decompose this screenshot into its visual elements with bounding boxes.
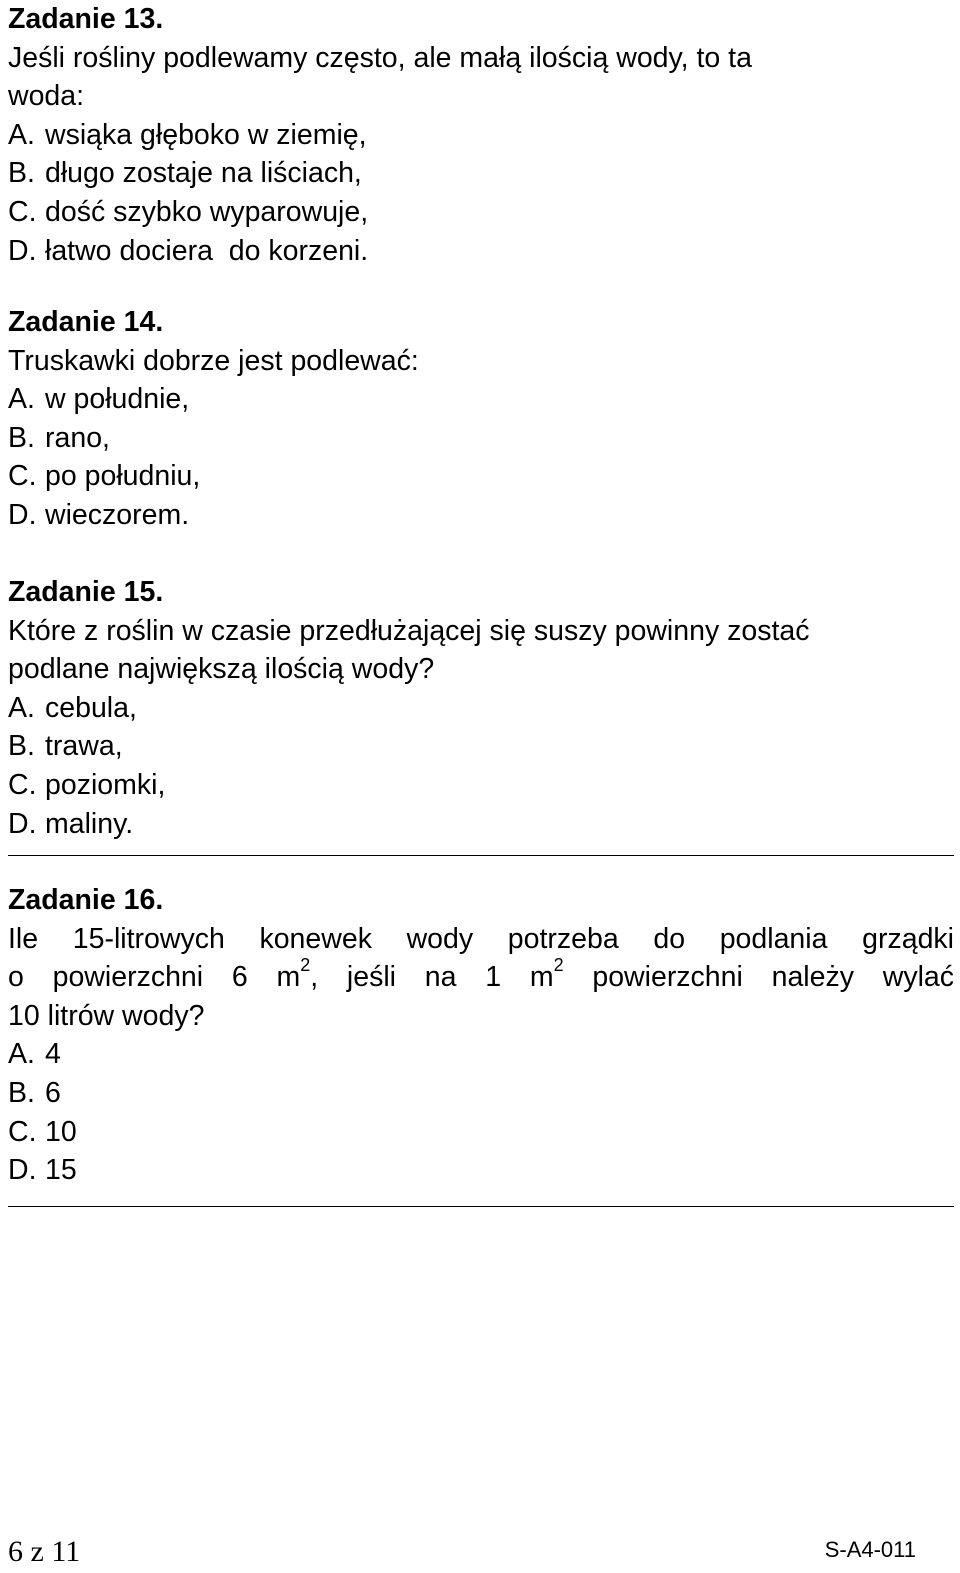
option-text: wieczorem. xyxy=(45,498,190,531)
option-letter: B. xyxy=(8,421,35,454)
option-letter: B. xyxy=(8,730,35,763)
option-text: poziomki, xyxy=(45,768,166,801)
option-letter: A. xyxy=(8,1038,35,1071)
answer-option-b xyxy=(8,1074,954,1113)
task-15 xyxy=(8,573,954,843)
option-text: łatwo dociera do korzeni. xyxy=(45,234,369,267)
option-text: po południu, xyxy=(45,460,201,493)
option-letter: D. xyxy=(8,234,37,267)
question-text: podlane największą ilością wody? xyxy=(8,653,435,686)
answer-option-d xyxy=(8,232,954,271)
option-letter: C. xyxy=(8,768,37,801)
question-fragment: , jeśli na 1 m xyxy=(310,961,554,994)
option-letter: A. xyxy=(8,118,35,151)
answer-option-c xyxy=(8,1113,954,1152)
horizontal-divider xyxy=(8,855,954,856)
option-text: 15 xyxy=(45,1154,77,1187)
question-text: Jeśli rośliny podlewamy często, ale małą ilością wody, to ta xyxy=(8,41,752,74)
option-letter: B. xyxy=(8,1076,35,1109)
task-13 xyxy=(8,0,954,270)
question-fragment: powierzchni należy wylać xyxy=(563,961,955,994)
answer-option-d xyxy=(8,1151,954,1190)
option-text: rano, xyxy=(45,421,110,454)
option-text: 6 xyxy=(45,1076,61,1109)
question-text xyxy=(8,954,955,997)
option-letter: A. xyxy=(8,383,35,416)
option-text: trawa, xyxy=(45,730,123,763)
option-letter: D. xyxy=(8,498,37,531)
option-letter: A. xyxy=(8,691,35,724)
question-text: Truskawki dobrze jest podlewać: xyxy=(8,344,419,377)
option-letter: D. xyxy=(8,807,37,840)
question-text: 10 litrów wody? xyxy=(8,999,205,1032)
page-number: 6 z 11 xyxy=(8,1535,81,1568)
task-heading: Zadanie 14. xyxy=(8,306,164,338)
task-14 xyxy=(8,303,954,535)
option-text: dość szybko wyparowuje, xyxy=(45,195,369,228)
exam-code: S-A4-011 xyxy=(824,1537,916,1562)
superscript-exponent: 2 xyxy=(300,954,311,975)
answer-option-b xyxy=(8,727,954,766)
question-fragment: o powierzchni 6 m xyxy=(8,961,301,994)
option-letter: C. xyxy=(8,195,37,228)
task-heading: Zadanie 15. xyxy=(8,576,164,608)
answer-option-a xyxy=(8,1035,954,1074)
option-text: maliny. xyxy=(45,807,134,840)
task-16 xyxy=(8,881,954,1190)
superscript-exponent: 2 xyxy=(553,954,564,975)
option-letter: B. xyxy=(8,157,35,190)
option-text: 4 xyxy=(45,1038,61,1071)
answer-option-a xyxy=(8,116,954,155)
answer-option-d xyxy=(8,496,954,535)
answer-option-b xyxy=(8,419,954,458)
question-text: woda: xyxy=(8,80,85,113)
answer-option-c xyxy=(8,457,954,496)
answer-option-c xyxy=(8,766,954,805)
task-heading: Zadanie 13. xyxy=(8,3,164,35)
answer-option-d xyxy=(8,805,954,844)
option-letter: C. xyxy=(8,460,37,493)
option-text: 10 xyxy=(45,1115,77,1148)
option-text: długo zostaje na liściach, xyxy=(45,157,362,190)
task-heading: Zadanie 16. xyxy=(8,884,164,916)
question-text: Ile 15-litrowych konewek wody potrzeba do podlania grządki xyxy=(8,922,954,955)
option-text: cebula, xyxy=(45,691,137,724)
answer-option-a xyxy=(8,380,954,419)
answer-option-c xyxy=(8,193,954,232)
answer-option-a xyxy=(8,689,954,728)
horizontal-divider xyxy=(8,1206,954,1207)
option-letter: C. xyxy=(8,1115,37,1148)
question-text: Które z roślin w czasie przedłużającej się suszy powinny zostać xyxy=(8,614,810,647)
answer-option-b xyxy=(8,154,954,193)
option-text: w południe, xyxy=(45,383,190,416)
option-text: wsiąka głęboko w ziemię, xyxy=(45,118,367,151)
option-letter: D. xyxy=(8,1154,37,1187)
